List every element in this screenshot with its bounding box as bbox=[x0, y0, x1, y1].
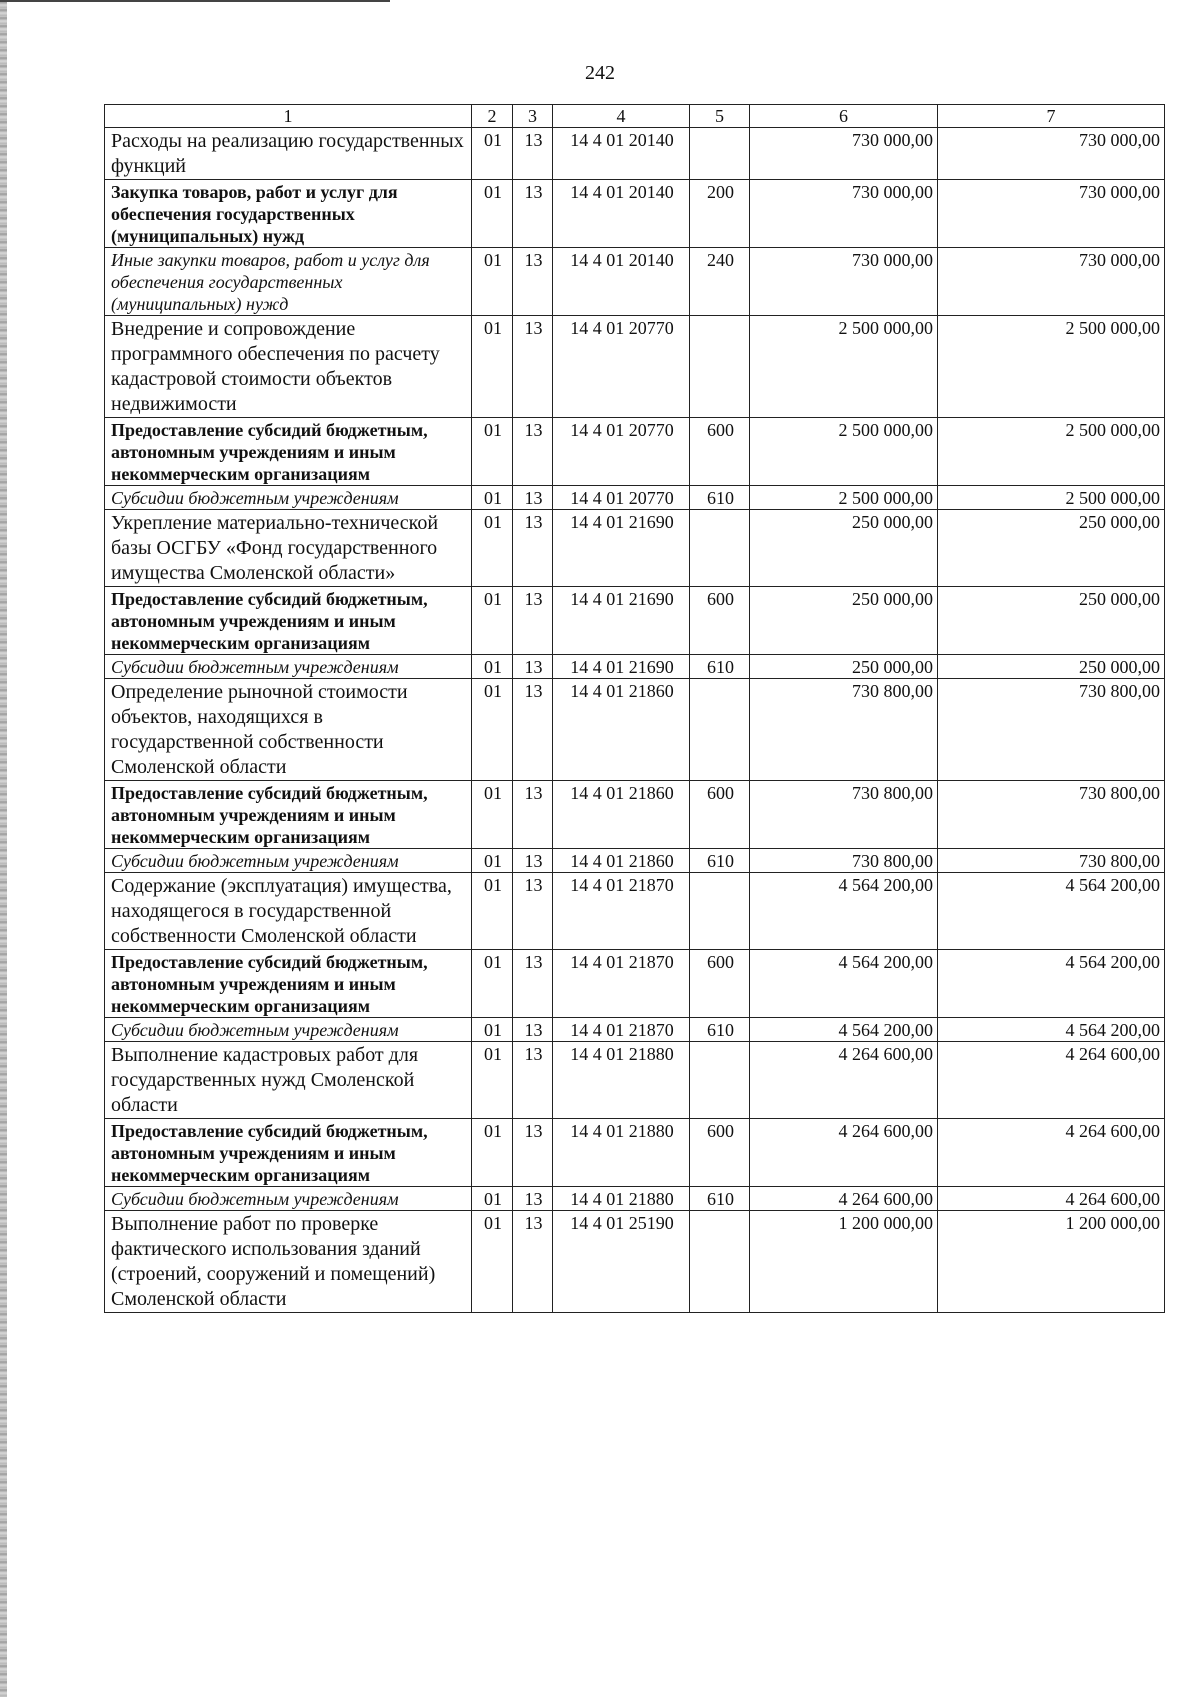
target-article-cell: 14 4 01 21870 bbox=[553, 873, 690, 950]
target-article-cell: 14 4 01 20770 bbox=[553, 316, 690, 418]
subsection-code-cell: 13 bbox=[513, 316, 553, 418]
subsection-code-cell: 13 bbox=[513, 248, 553, 316]
column-header: 3 bbox=[513, 105, 553, 128]
row-name-cell: Выполнение кадастровых работ для государственных нужд Смоленской области bbox=[105, 1042, 472, 1119]
target-article-cell: 14 4 01 20140 bbox=[553, 180, 690, 248]
amount-cell: 4 564 200,00 bbox=[750, 1018, 938, 1042]
expense-type-cell bbox=[690, 128, 750, 180]
expense-type-cell bbox=[690, 873, 750, 950]
amount-cell: 250 000,00 bbox=[750, 510, 938, 587]
row-name-cell: Предоставление субсидий бюджетным, автономным учреждениям и иным некоммерческим организациям bbox=[105, 587, 472, 655]
amount-cell: 730 800,00 bbox=[750, 679, 938, 781]
target-article-cell: 14 4 01 21880 bbox=[553, 1042, 690, 1119]
expense-type-cell bbox=[690, 1042, 750, 1119]
expense-type-cell: 600 bbox=[690, 781, 750, 849]
table-row bbox=[105, 128, 1165, 180]
expense-type-cell: 610 bbox=[690, 1187, 750, 1211]
amount-cell: 4 264 600,00 bbox=[750, 1119, 938, 1187]
section-code-cell: 01 bbox=[472, 849, 513, 873]
section-code-cell: 01 bbox=[472, 316, 513, 418]
row-name-cell: Внедрение и сопровождение программного обеспечения по расчету кадастровой стоимости объектов недвижимости bbox=[105, 316, 472, 418]
table-row bbox=[105, 248, 1165, 316]
amount-cell: 4 264 600,00 bbox=[938, 1119, 1165, 1187]
expense-type-cell: 610 bbox=[690, 486, 750, 510]
expense-type-cell: 240 bbox=[690, 248, 750, 316]
subsection-code-cell: 13 bbox=[513, 1018, 553, 1042]
table-row bbox=[105, 510, 1165, 587]
amount-cell: 250 000,00 bbox=[938, 510, 1165, 587]
table-row bbox=[105, 655, 1165, 679]
subsection-code-cell: 13 bbox=[513, 1211, 553, 1313]
row-name-cell: Закупка товаров, работ и услуг для обеспечения государственных (муниципальных) нужд bbox=[105, 180, 472, 248]
expense-type-cell: 600 bbox=[690, 950, 750, 1018]
page-number: 242 bbox=[585, 62, 615, 84]
subsection-code-cell: 13 bbox=[513, 1119, 553, 1187]
section-code-cell: 01 bbox=[472, 873, 513, 950]
target-article-cell: 14 4 01 20770 bbox=[553, 418, 690, 486]
table-row bbox=[105, 1042, 1165, 1119]
expense-type-cell bbox=[690, 1211, 750, 1313]
section-code-cell: 01 bbox=[472, 180, 513, 248]
table-row bbox=[105, 679, 1165, 781]
amount-cell: 730 800,00 bbox=[750, 849, 938, 873]
subsection-code-cell: 13 bbox=[513, 1042, 553, 1119]
subsection-code-cell: 13 bbox=[513, 418, 553, 486]
subsection-code-cell: 13 bbox=[513, 1187, 553, 1211]
subsection-code-cell: 13 bbox=[513, 873, 553, 950]
table-row bbox=[105, 180, 1165, 248]
column-header: 5 bbox=[690, 105, 750, 128]
row-name-cell: Укрепление материально-технической базы ОСГБУ «Фонд государственного имущества Смоленской области» bbox=[105, 510, 472, 587]
target-article-cell: 14 4 01 20770 bbox=[553, 486, 690, 510]
amount-cell: 4 264 600,00 bbox=[938, 1187, 1165, 1211]
amount-cell: 4 564 200,00 bbox=[750, 873, 938, 950]
table-row bbox=[105, 1119, 1165, 1187]
target-article-cell: 14 4 01 21870 bbox=[553, 1018, 690, 1042]
table-row bbox=[105, 1018, 1165, 1042]
row-name-cell: Расходы на реализацию государственных функций bbox=[105, 128, 472, 180]
target-article-cell: 14 4 01 21860 bbox=[553, 849, 690, 873]
subsection-code-cell: 13 bbox=[513, 679, 553, 781]
section-code-cell: 01 bbox=[472, 950, 513, 1018]
scan-top-rule bbox=[0, 0, 390, 2]
amount-cell: 730 000,00 bbox=[750, 248, 938, 316]
expense-type-cell: 600 bbox=[690, 587, 750, 655]
section-code-cell: 01 bbox=[472, 1187, 513, 1211]
amount-cell: 730 000,00 bbox=[938, 248, 1165, 316]
section-code-cell: 01 bbox=[472, 1211, 513, 1313]
expense-type-cell bbox=[690, 510, 750, 587]
amount-cell: 730 800,00 bbox=[938, 781, 1165, 849]
amount-cell: 4 264 600,00 bbox=[750, 1187, 938, 1211]
row-name-cell: Субсидии бюджетным учреждениям bbox=[105, 655, 472, 679]
row-name-cell: Субсидии бюджетным учреждениям bbox=[105, 486, 472, 510]
expense-type-cell bbox=[690, 679, 750, 781]
table-row bbox=[105, 418, 1165, 486]
amount-cell: 730 800,00 bbox=[750, 781, 938, 849]
table-row bbox=[105, 781, 1165, 849]
subsection-code-cell: 13 bbox=[513, 180, 553, 248]
table-row bbox=[105, 486, 1165, 510]
amount-cell: 4 564 200,00 bbox=[938, 950, 1165, 1018]
amount-cell: 2 500 000,00 bbox=[938, 486, 1165, 510]
column-header: 4 bbox=[553, 105, 690, 128]
target-article-cell: 14 4 01 21880 bbox=[553, 1119, 690, 1187]
subsection-code-cell: 13 bbox=[513, 849, 553, 873]
section-code-cell: 01 bbox=[472, 679, 513, 781]
subsection-code-cell: 13 bbox=[513, 486, 553, 510]
section-code-cell: 01 bbox=[472, 510, 513, 587]
amount-cell: 2 500 000,00 bbox=[750, 418, 938, 486]
row-name-cell: Предоставление субсидий бюджетным, автономным учреждениям и иным некоммерческим организациям bbox=[105, 1119, 472, 1187]
section-code-cell: 01 bbox=[472, 418, 513, 486]
subsection-code-cell: 13 bbox=[513, 781, 553, 849]
row-name-cell: Иные закупки товаров, работ и услуг для обеспечения государственных (муниципальных) нужд bbox=[105, 248, 472, 316]
column-header: 2 bbox=[472, 105, 513, 128]
section-code-cell: 01 bbox=[472, 248, 513, 316]
column-number-row bbox=[105, 105, 1165, 128]
amount-cell: 730 000,00 bbox=[938, 180, 1165, 248]
table-row bbox=[105, 587, 1165, 655]
amount-cell: 1 200 000,00 bbox=[938, 1211, 1165, 1313]
amount-cell: 4 264 600,00 bbox=[938, 1042, 1165, 1119]
target-article-cell: 14 4 01 20140 bbox=[553, 248, 690, 316]
scan-edge bbox=[0, 0, 7, 1697]
section-code-cell: 01 bbox=[472, 1042, 513, 1119]
amount-cell: 730 000,00 bbox=[938, 128, 1165, 180]
expense-type-cell: 600 bbox=[690, 1119, 750, 1187]
table-row bbox=[105, 1187, 1165, 1211]
table-row bbox=[105, 1211, 1165, 1313]
table-row bbox=[105, 950, 1165, 1018]
row-name-cell: Субсидии бюджетным учреждениям bbox=[105, 1018, 472, 1042]
target-article-cell: 14 4 01 21870 bbox=[553, 950, 690, 1018]
amount-cell: 4 564 200,00 bbox=[938, 873, 1165, 950]
row-name-cell: Предоставление субсидий бюджетным, автономным учреждениям и иным некоммерческим организациям bbox=[105, 950, 472, 1018]
table-row bbox=[105, 316, 1165, 418]
section-code-cell: 01 bbox=[472, 486, 513, 510]
column-header: 7 bbox=[938, 105, 1165, 128]
target-article-cell: 14 4 01 25190 bbox=[553, 1211, 690, 1313]
table-row bbox=[105, 849, 1165, 873]
amount-cell: 250 000,00 bbox=[938, 655, 1165, 679]
subsection-code-cell: 13 bbox=[513, 128, 553, 180]
column-header: 1 bbox=[105, 105, 472, 128]
section-code-cell: 01 bbox=[472, 1119, 513, 1187]
section-code-cell: 01 bbox=[472, 655, 513, 679]
target-article-cell: 14 4 01 21860 bbox=[553, 679, 690, 781]
target-article-cell: 14 4 01 21690 bbox=[553, 510, 690, 587]
section-code-cell: 01 bbox=[472, 587, 513, 655]
expense-type-cell: 600 bbox=[690, 418, 750, 486]
row-name-cell: Субсидии бюджетным учреждениям bbox=[105, 1187, 472, 1211]
subsection-code-cell: 13 bbox=[513, 510, 553, 587]
row-name-cell: Предоставление субсидий бюджетным, автономным учреждениям и иным некоммерческим организациям bbox=[105, 781, 472, 849]
amount-cell: 730 000,00 bbox=[750, 128, 938, 180]
target-article-cell: 14 4 01 20140 bbox=[553, 128, 690, 180]
amount-cell: 4 564 200,00 bbox=[938, 1018, 1165, 1042]
expense-type-cell: 610 bbox=[690, 655, 750, 679]
subsection-code-cell: 13 bbox=[513, 587, 553, 655]
column-header: 6 bbox=[750, 105, 938, 128]
amount-cell: 4 264 600,00 bbox=[750, 1042, 938, 1119]
amount-cell: 4 564 200,00 bbox=[750, 950, 938, 1018]
section-code-cell: 01 bbox=[472, 781, 513, 849]
amount-cell: 250 000,00 bbox=[750, 587, 938, 655]
expense-type-cell: 610 bbox=[690, 849, 750, 873]
target-article-cell: 14 4 01 21690 bbox=[553, 655, 690, 679]
table-row bbox=[105, 873, 1165, 950]
amount-cell: 2 500 000,00 bbox=[938, 418, 1165, 486]
target-article-cell: 14 4 01 21860 bbox=[553, 781, 690, 849]
target-article-cell: 14 4 01 21690 bbox=[553, 587, 690, 655]
row-name-cell: Определение рыночной стоимости объектов, находящихся в государственной собственности Смоленской области bbox=[105, 679, 472, 781]
section-code-cell: 01 bbox=[472, 128, 513, 180]
table-body bbox=[105, 128, 1165, 1313]
amount-cell: 2 500 000,00 bbox=[938, 316, 1165, 418]
expense-type-cell bbox=[690, 316, 750, 418]
budget-table bbox=[104, 104, 1165, 1313]
target-article-cell: 14 4 01 21880 bbox=[553, 1187, 690, 1211]
expense-type-cell: 610 bbox=[690, 1018, 750, 1042]
amount-cell: 730 000,00 bbox=[750, 180, 938, 248]
row-name-cell: Содержание (эксплуатация) имущества, находящегося в государственной собственности Смоленской области bbox=[105, 873, 472, 950]
expense-type-cell: 200 bbox=[690, 180, 750, 248]
subsection-code-cell: 13 bbox=[513, 655, 553, 679]
row-name-cell: Выполнение работ по проверке фактического использования зданий (строений, сооружений и помещений) Смоленской области bbox=[105, 1211, 472, 1313]
subsection-code-cell: 13 bbox=[513, 950, 553, 1018]
amount-cell: 2 500 000,00 bbox=[750, 486, 938, 510]
amount-cell: 250 000,00 bbox=[750, 655, 938, 679]
amount-cell: 1 200 000,00 bbox=[750, 1211, 938, 1313]
section-code-cell: 01 bbox=[472, 1018, 513, 1042]
row-name-cell: Субсидии бюджетным учреждениям bbox=[105, 849, 472, 873]
amount-cell: 250 000,00 bbox=[938, 587, 1165, 655]
amount-cell: 730 800,00 bbox=[938, 849, 1165, 873]
amount-cell: 730 800,00 bbox=[938, 679, 1165, 781]
amount-cell: 2 500 000,00 bbox=[750, 316, 938, 418]
row-name-cell: Предоставление субсидий бюджетным, автономным учреждениям и иным некоммерческим организациям bbox=[105, 418, 472, 486]
